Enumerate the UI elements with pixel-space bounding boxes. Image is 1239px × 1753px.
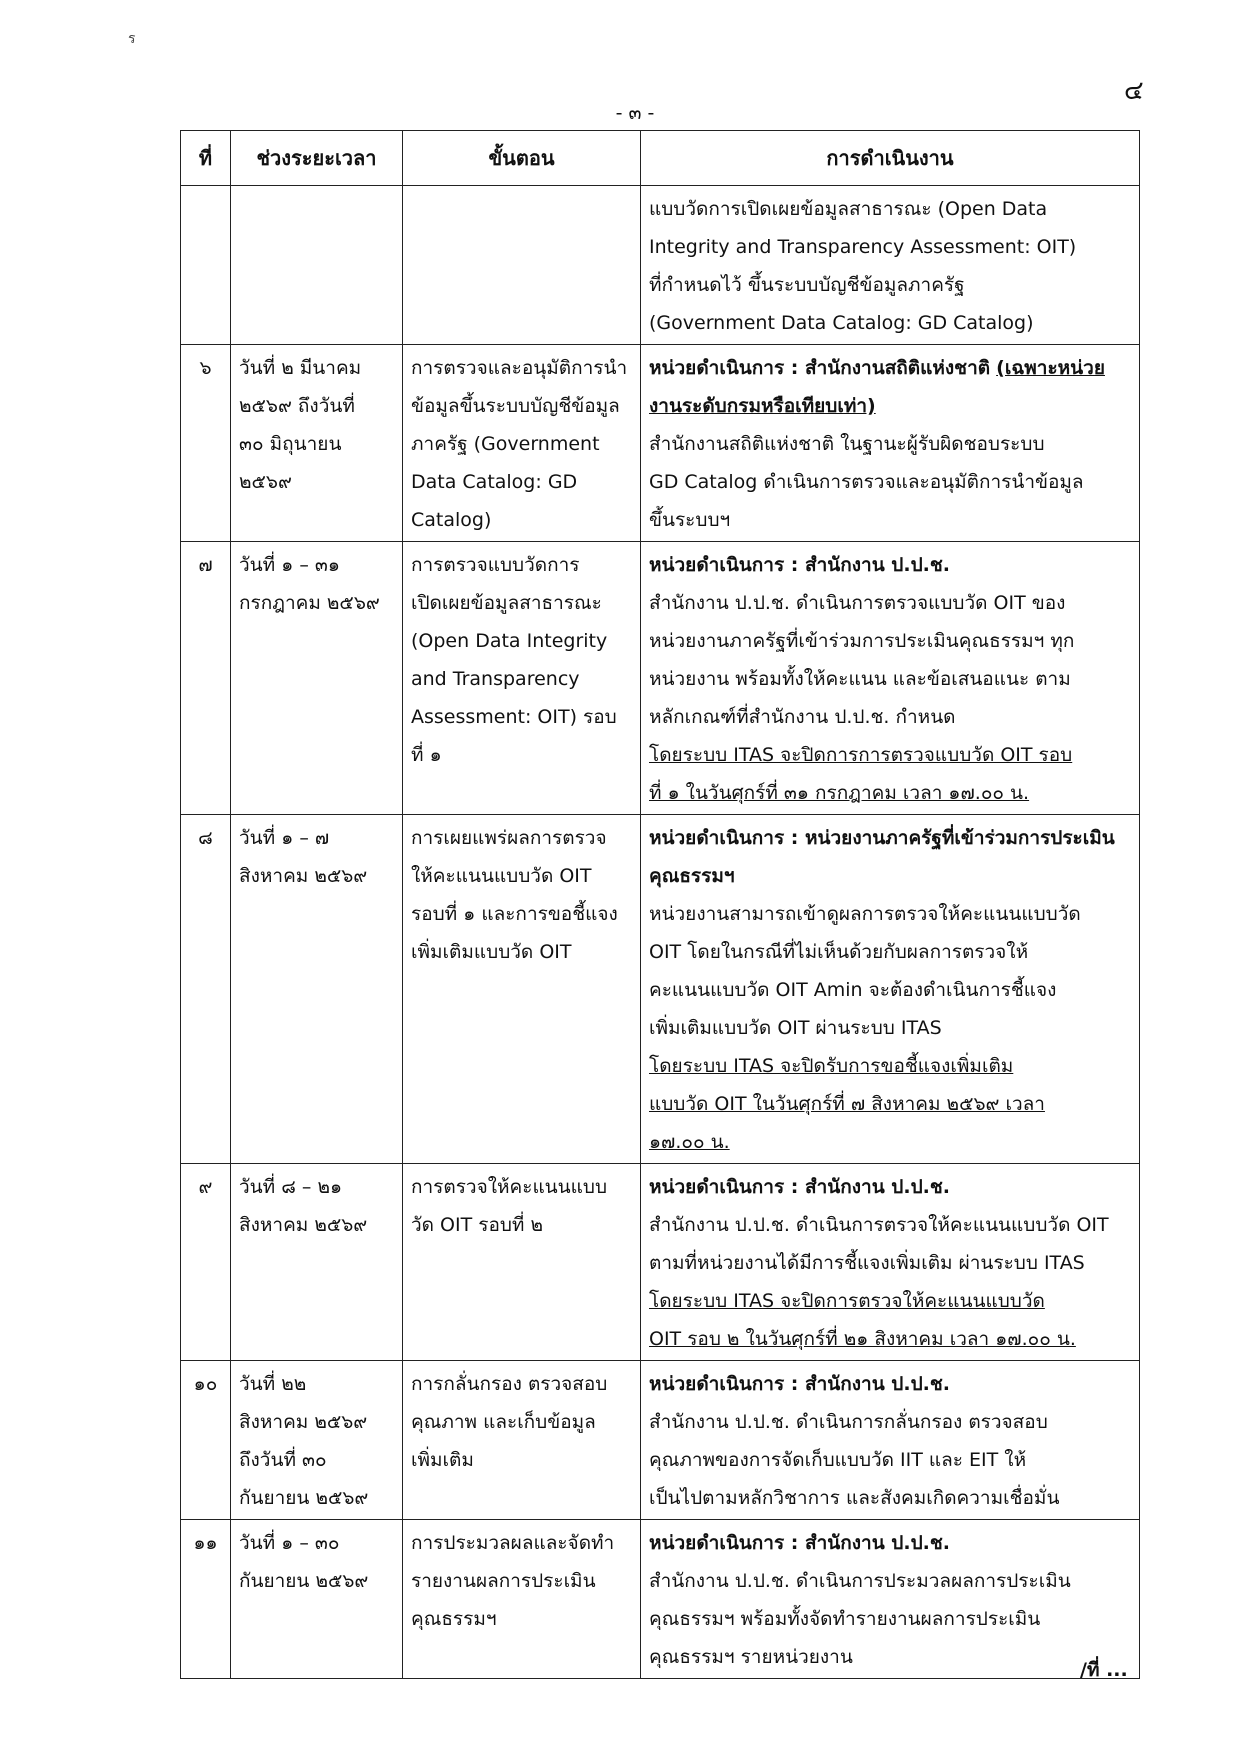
table-row bbox=[181, 1164, 1140, 1361]
period-cell bbox=[231, 1164, 403, 1361]
step-line: การกลั่นกรอง ตรวจสอบ bbox=[411, 1373, 608, 1395]
operation-detail-line: เป็นไปตามหลักวิชาการ และสังคมเกิดความเชื่อมั่น bbox=[649, 1487, 1060, 1509]
row-number: ๘ bbox=[181, 815, 231, 1164]
step-line: ให้คะแนนแบบวัด OIT bbox=[411, 865, 592, 887]
operation-detail-line: สำนักงานสถิติแห่งชาติ ในฐานะผู้รับผิดชอบระบบ bbox=[649, 433, 1045, 455]
period-line: วันที่ ๑ – ๓๐ bbox=[239, 1532, 340, 1554]
period-line: สิงหาคม ๒๕๖๙ bbox=[239, 1411, 368, 1433]
step-line: ที่ ๑ bbox=[411, 744, 442, 766]
responsible-unit: หน่วยดำเนินการ : หน่วยงานภาครัฐที่เข้าร่วมการประเมินคุณธรรมฯ bbox=[649, 827, 1115, 887]
period-cell bbox=[231, 1361, 403, 1520]
header-row bbox=[181, 131, 1140, 186]
step-cell bbox=[403, 186, 641, 345]
operation-cell bbox=[641, 345, 1140, 542]
responsible-scope-note: (เฉพาะหน่วยงานระดับกรมหรือเทียบเท่า) bbox=[649, 357, 1105, 417]
operation-detail-line: หน่วยงานภาครัฐที่เข้าร่วมการประเมินคุณธรรมฯ ทุก bbox=[649, 630, 1075, 652]
table-row bbox=[181, 542, 1140, 815]
step-line: เพิ่มเติม bbox=[411, 1449, 474, 1471]
responsible-unit: หน่วยดำเนินการ : สำนักงาน ป.ป.ช. bbox=[649, 1176, 950, 1198]
period-line: ๒๕๖๙ ถึงวันที่ bbox=[239, 395, 355, 417]
operation-detail-line: คุณธรรมฯ รายหน่วยงาน bbox=[649, 1646, 853, 1668]
step-line: Catalog) bbox=[411, 509, 492, 531]
deadline-note-line: ๑๗.๐๐ น. bbox=[649, 1131, 730, 1153]
step-line: การเผยแพร่ผลการตรวจ bbox=[411, 827, 607, 849]
step-cell bbox=[403, 1520, 641, 1679]
continuation-note: /ที่ ... bbox=[1080, 1659, 1128, 1681]
operation-detail-line: เพิ่มเติมแบบวัด OIT ผ่านระบบ ITAS bbox=[649, 1017, 942, 1039]
operation-cell bbox=[641, 186, 1140, 345]
period-line: กรกฎาคม ๒๕๖๙ bbox=[239, 592, 380, 614]
operation-cell bbox=[641, 1520, 1140, 1679]
step-line: การตรวจแบบวัดการ bbox=[411, 554, 580, 576]
responsible-line bbox=[649, 1524, 1131, 1562]
operation-detail-line: OIT โดยในกรณีที่ไม่เห็นด้วยกับผลการตรวจให้ bbox=[649, 941, 1029, 963]
period-line: ๒๕๖๙ bbox=[239, 471, 292, 493]
step-line: รายงานผลการประเมิน bbox=[411, 1570, 596, 1592]
page-number: - ๓ - bbox=[615, 102, 655, 124]
operation-cell bbox=[641, 1361, 1140, 1520]
step-line: การตรวจให้คะแนนแบบ bbox=[411, 1176, 608, 1198]
period-cell bbox=[231, 815, 403, 1164]
operation-detail-line: ที่กำหนดไว้ ขึ้นระบบบัญชีข้อมูลภาครัฐ bbox=[649, 274, 965, 296]
step-line: คุณภาพ และเก็บข้อมูล bbox=[411, 1411, 596, 1433]
operation-detail-line: คะแนนแบบวัด OIT Amin จะต้องดำเนินการชี้แจง bbox=[649, 979, 1057, 1001]
responsible-line bbox=[649, 349, 1131, 425]
period-line: วันที่ ๒ มีนาคม bbox=[239, 357, 362, 379]
period-line: วันที่ ๒๒ bbox=[239, 1373, 307, 1395]
period-cell bbox=[231, 1520, 403, 1679]
step-line: วัด OIT รอบที่ ๒ bbox=[411, 1214, 544, 1236]
step-cell bbox=[403, 345, 641, 542]
step-cell bbox=[403, 815, 641, 1164]
step-line: Assessment: OIT) รอบ bbox=[411, 706, 617, 728]
period-cell bbox=[231, 542, 403, 815]
deadline-note-line: โดยระบบ ITAS จะปิดรับการขอชี้แจงเพิ่มเติม bbox=[649, 1055, 1014, 1077]
header-step: ขั้นตอน bbox=[403, 131, 641, 186]
operation-cell bbox=[641, 1164, 1140, 1361]
step-cell bbox=[403, 1361, 641, 1520]
header-no: ที่ bbox=[181, 131, 231, 186]
deadline-note-line: แบบวัด OIT ในวันศุกร์ที่ ๗ สิงหาคม ๒๕๖๙ เวลา bbox=[649, 1093, 1045, 1115]
operation-detail-line: GD Catalog ดำเนินการตรวจและอนุมัติการนำข้อมูล bbox=[649, 471, 1084, 493]
step-line: Data Catalog: GD bbox=[411, 471, 578, 493]
row-number: ๙ bbox=[181, 1164, 231, 1361]
responsible-unit: หน่วยดำเนินการ : สำนักงาน ป.ป.ช. bbox=[649, 1373, 950, 1395]
step-line: เปิดเผยข้อมูลสาธารณะ bbox=[411, 592, 602, 614]
period-line: ถึงวันที่ ๓๐ bbox=[239, 1449, 327, 1471]
step-line: เพิ่มเติมแบบวัด OIT bbox=[411, 941, 572, 963]
period-cell bbox=[231, 345, 403, 542]
step-line: ข้อมูลขึ้นระบบบัญชีข้อมูล bbox=[411, 395, 620, 417]
period-line: สิงหาคม ๒๕๖๙ bbox=[239, 865, 368, 887]
deadline-note-line: OIT รอบ ๒ ในวันศุกร์ที่ ๒๑ สิงหาคม เวลา ๑๗.๐๐ น. bbox=[649, 1328, 1076, 1350]
table-body bbox=[181, 186, 1140, 1679]
table-row bbox=[181, 815, 1140, 1164]
row-number bbox=[181, 186, 231, 345]
operation-cell bbox=[641, 542, 1140, 815]
responsible-unit: หน่วยดำเนินการ : สำนักงานสถิติแห่งชาติ bbox=[649, 357, 991, 379]
operation-cell bbox=[641, 815, 1140, 1164]
schedule-table bbox=[180, 130, 1140, 1679]
operation-detail-line: สำนักงาน ป.ป.ช. ดำเนินการกลั่นกรอง ตรวจสอบ bbox=[649, 1411, 1048, 1433]
period-line: วันที่ ๘ – ๒๑ bbox=[239, 1176, 343, 1198]
table-row bbox=[181, 1361, 1140, 1520]
operation-detail-line: แบบวัดการเปิดเผยข้อมูลสาธารณะ (Open Data bbox=[649, 198, 1048, 220]
operation-detail-line: คุณภาพของการจัดเก็บแบบวัด IIT และ EIT ให้ bbox=[649, 1449, 1027, 1471]
responsible-line bbox=[649, 546, 1131, 584]
corner-page-number: ๔ bbox=[1124, 76, 1144, 106]
operation-detail-line: หน่วยงาน พร้อมทั้งให้คะแนน และข้อเสนอแนะ ตาม bbox=[649, 668, 1071, 690]
operation-detail-line: Integrity and Transparency Assessment: OIT) bbox=[649, 236, 1077, 258]
period-line: วันที่ ๑ – ๓๑ bbox=[239, 554, 340, 576]
step-line: and Transparency bbox=[411, 668, 580, 690]
step-line: ภาครัฐ (Government bbox=[411, 433, 600, 455]
header-period: ช่วงระยะเวลา bbox=[231, 131, 403, 186]
operation-detail-line: ขึ้นระบบฯ bbox=[649, 509, 731, 531]
step-cell bbox=[403, 1164, 641, 1361]
deadline-note-line: โดยระบบ ITAS จะปิดการการตรวจแบบวัด OIT รอบ bbox=[649, 744, 1073, 766]
step-line: (Open Data Integrity bbox=[411, 630, 608, 652]
operation-detail-line: หลักเกณฑ์ที่สำนักงาน ป.ป.ช. กำหนด bbox=[649, 706, 956, 728]
table-row bbox=[181, 345, 1140, 542]
table-row bbox=[181, 186, 1140, 345]
step-line: คุณธรรมฯ bbox=[411, 1608, 497, 1630]
top-mark: ร bbox=[128, 31, 136, 47]
responsible-line bbox=[649, 1365, 1131, 1403]
deadline-note-line: ที่ ๑ ในวันศุกร์ที่ ๓๑ กรกฎาคม เวลา ๑๗.๐๐ น. bbox=[649, 782, 1030, 804]
operation-detail-line: หน่วยงานสามารถเข้าดูผลการตรวจให้คะแนนแบบวัด bbox=[649, 903, 1081, 925]
header-operation: การดำเนินงาน bbox=[641, 131, 1140, 186]
row-number: ๑๐ bbox=[181, 1361, 231, 1520]
period-line: สิงหาคม ๒๕๖๙ bbox=[239, 1214, 368, 1236]
operation-detail-line: สำนักงาน ป.ป.ช. ดำเนินการตรวจแบบวัด OIT ของ bbox=[649, 592, 1066, 614]
step-line: รอบที่ ๑ และการขอชี้แจง bbox=[411, 903, 618, 925]
period-line: กันยายน ๒๕๖๙ bbox=[239, 1570, 369, 1592]
row-number: ๖ bbox=[181, 345, 231, 542]
row-number: ๑๑ bbox=[181, 1520, 231, 1679]
operation-detail-line: สำนักงาน ป.ป.ช. ดำเนินการตรวจให้คะแนนแบบวัด OIT bbox=[649, 1214, 1109, 1236]
operation-detail-line: ตามที่หน่วยงานได้มีการชี้แจงเพิ่มเติม ผ่านระบบ ITAS bbox=[649, 1252, 1085, 1274]
row-number: ๗ bbox=[181, 542, 231, 815]
period-line: ๓๐ มิถุนายน bbox=[239, 433, 342, 455]
responsible-unit: หน่วยดำเนินการ : สำนักงาน ป.ป.ช. bbox=[649, 1532, 950, 1554]
responsible-line bbox=[649, 819, 1131, 895]
step-line: การประมวลผลและจัดทำ bbox=[411, 1532, 615, 1554]
step-cell bbox=[403, 542, 641, 815]
period-line: กันยายน ๒๕๖๙ bbox=[239, 1487, 369, 1509]
responsible-unit: หน่วยดำเนินการ : สำนักงาน ป.ป.ช. bbox=[649, 554, 950, 576]
step-line: การตรวจและอนุมัติการนำ bbox=[411, 357, 628, 379]
operation-detail-line: คุณธรรมฯ พร้อมทั้งจัดทำรายงานผลการประเมิน bbox=[649, 1608, 1041, 1630]
table-row bbox=[181, 1520, 1140, 1679]
period-cell bbox=[231, 186, 403, 345]
responsible-line bbox=[649, 1168, 1131, 1206]
period-line: วันที่ ๑ – ๗ bbox=[239, 827, 330, 849]
operation-detail-line: (Government Data Catalog: GD Catalog) bbox=[649, 312, 1034, 334]
deadline-note-line: โดยระบบ ITAS จะปิดการตรวจให้คะแนนแบบวัด bbox=[649, 1290, 1045, 1312]
operation-detail-line: สำนักงาน ป.ป.ช. ดำเนินการประมวลผลการประเมิน bbox=[649, 1570, 1071, 1592]
